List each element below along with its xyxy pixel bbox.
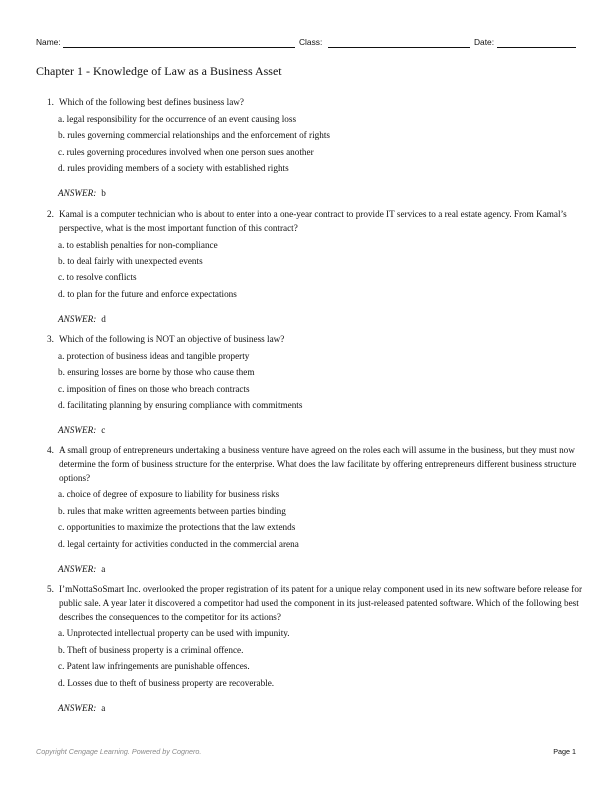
option-c: c. imposition of fines on those who breach contracts: [58, 383, 250, 394]
question-stem: Which of the following is NOT an objective of business law?: [59, 334, 285, 344]
answer-label: ANSWER:: [58, 703, 97, 714]
answer-label: ANSWER:: [58, 564, 97, 575]
option-d: d. to plan for the future and enforce expectations: [58, 288, 237, 299]
answer-value: b: [101, 188, 106, 199]
options-list: [58, 111, 582, 177]
question-stem: A small group of entrepreneurs undertaking a business venture have agreed on the roles each will assume in the business, but they must now determine the form of business structure for the enterprise. What does the law facilitate by offering entrepreneurs different business structure options?: [59, 445, 577, 483]
question-5: [47, 583, 582, 716]
class-field-line[interactable]: [328, 47, 470, 48]
name-field-line[interactable]: [63, 47, 295, 48]
answer-value: a: [101, 564, 106, 575]
name-label: Name:: [36, 37, 61, 47]
answer-line: [58, 424, 582, 438]
question-stem: Kamal is a computer technician who is about to enter into a one-year contract to provide IT services to a real estate agency. From Kamal’s perspective, what is the most important function of this contract?: [59, 209, 567, 233]
option-c: c. rules governing procedures involved when one person sues another: [58, 146, 314, 157]
answer-value: c: [101, 425, 106, 436]
option-d: d. legal certainty for activities conducted in the commercial arena: [58, 538, 299, 549]
student-info-header: [36, 36, 576, 50]
question-number: 1.: [47, 97, 54, 107]
question-number: 5.: [47, 584, 54, 594]
answer-value: a: [101, 703, 106, 714]
option-a: a. legal responsibility for the occurrence of an event causing loss: [58, 113, 297, 124]
question-stem: I’mNottaSoSmart Inc. overlooked the proper registration of its patent for a unique relay component used in its new software before release for public sale. A year later it discovered a competitor had used the component in its just-released patented software. Which of the following best describes the consequences to the competitor for its actions?: [59, 584, 583, 622]
option-d: d. facilitating planning by ensuring compliance with commitments: [58, 400, 303, 411]
question-1: [47, 96, 582, 201]
option-a: a. Unprotected intellectual property can be used with impunity.: [58, 628, 290, 639]
option-d: d. rules providing members of a society with established rights: [58, 163, 289, 174]
option-b: b. to deal fairly with unexpected events: [58, 256, 203, 266]
date-label: Date:: [474, 37, 495, 47]
option-c: c. opportunities to maximize the protections that the law extends: [58, 522, 296, 533]
options-list: [58, 348, 582, 414]
answer-line: [58, 563, 582, 577]
question-number: 3.: [47, 334, 54, 344]
question-number: 4.: [47, 445, 54, 455]
options-list: [58, 237, 582, 303]
answer-label: ANSWER:: [58, 314, 97, 325]
page-number: Page 1: [553, 747, 576, 756]
option-b: b. rules that make written agreements between parties binding: [58, 505, 286, 516]
answer-line: [58, 702, 582, 716]
option-b: b. Theft of business property is a criminal offence.: [58, 644, 244, 655]
option-a: a. protection of business ideas and tangible property: [58, 350, 250, 361]
question-number: 2.: [47, 209, 54, 219]
date-field-line[interactable]: [497, 47, 576, 48]
option-b: b. rules governing commercial relationships and the enforcement of rights: [58, 130, 330, 141]
class-label: Class:: [299, 37, 323, 47]
answer-line: [58, 187, 582, 201]
answer-value: d: [101, 314, 106, 325]
option-c: c. Patent law infringements are punishable offences.: [58, 661, 250, 672]
question-4: [47, 444, 582, 577]
question-stem: Which of the following best defines business law?: [59, 97, 244, 107]
question-2: [47, 208, 582, 327]
chapter-title: Chapter 1 - Knowledge of Law as a Business Asset: [36, 64, 282, 78]
copyright-notice: Copyright Cengage Learning. Powered by Cognero.: [36, 747, 202, 756]
option-d: d. Losses due to theft of business property are recoverable.: [58, 677, 275, 688]
option-c: c. to resolve conflicts: [58, 272, 137, 283]
question-3: [47, 333, 582, 438]
option-a: a. choice of degree of exposure to liability for business risks: [58, 489, 280, 500]
options-list: [58, 625, 582, 691]
answer-label: ANSWER:: [58, 425, 97, 436]
answer-line: [58, 313, 582, 327]
option-b: b. ensuring losses are borne by those who cause them: [58, 367, 255, 378]
options-list: [58, 486, 582, 552]
option-a: a. to establish penalties for non-compliance: [58, 239, 218, 250]
answer-label: ANSWER:: [58, 188, 97, 199]
